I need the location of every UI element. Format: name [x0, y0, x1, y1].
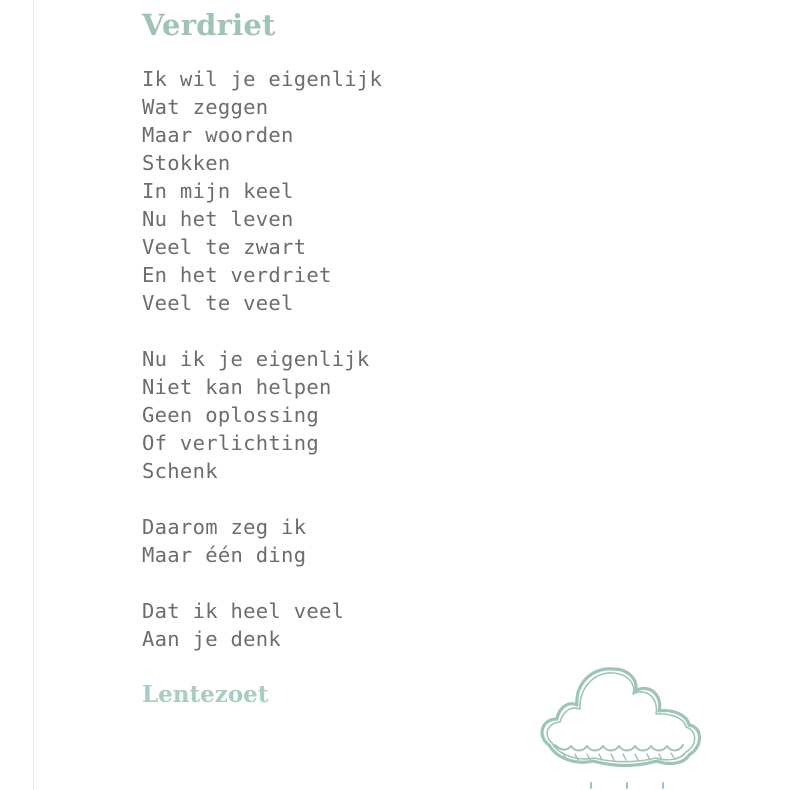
stanza-4: [142, 597, 622, 653]
poem-title: Verdriet: [142, 8, 276, 42]
poem-line: Schenk: [142, 459, 218, 483]
poem-line: Aan je denk: [142, 627, 282, 651]
poem-line: Daarom zeg ik: [142, 515, 307, 539]
poem-line: Maar één ding: [142, 543, 307, 567]
poem-line: Maar woorden: [142, 123, 294, 147]
poem-line: Nu het leven: [142, 207, 294, 231]
stanza-1: [142, 65, 622, 317]
page-edge-divider: [33, 0, 34, 790]
poem-line: Niet kan helpen: [142, 375, 332, 399]
poem-line: Dat ik heel veel: [142, 599, 345, 623]
poem-line: Veel te veel: [142, 291, 294, 315]
poem-line: Of verlichting: [142, 431, 319, 455]
poem-signature: Lentezoet: [142, 681, 269, 708]
poem-line: In mijn keel: [142, 179, 294, 203]
stanza-3: [142, 513, 622, 569]
poem-line: Ik wil je eigenlijk: [142, 67, 383, 91]
poem-line: Nu ik je eigenlijk: [142, 347, 370, 371]
stanza-2: [142, 345, 622, 485]
cloud-icon: [535, 655, 710, 790]
poem-line: Veel te zwart: [142, 235, 307, 259]
poem-line: Geen oplossing: [142, 403, 319, 427]
poem-line: Stokken: [142, 151, 231, 175]
poem-line: Wat zeggen: [142, 95, 269, 119]
poem-body: [142, 65, 622, 681]
poem-line: En het verdriet: [142, 263, 332, 287]
